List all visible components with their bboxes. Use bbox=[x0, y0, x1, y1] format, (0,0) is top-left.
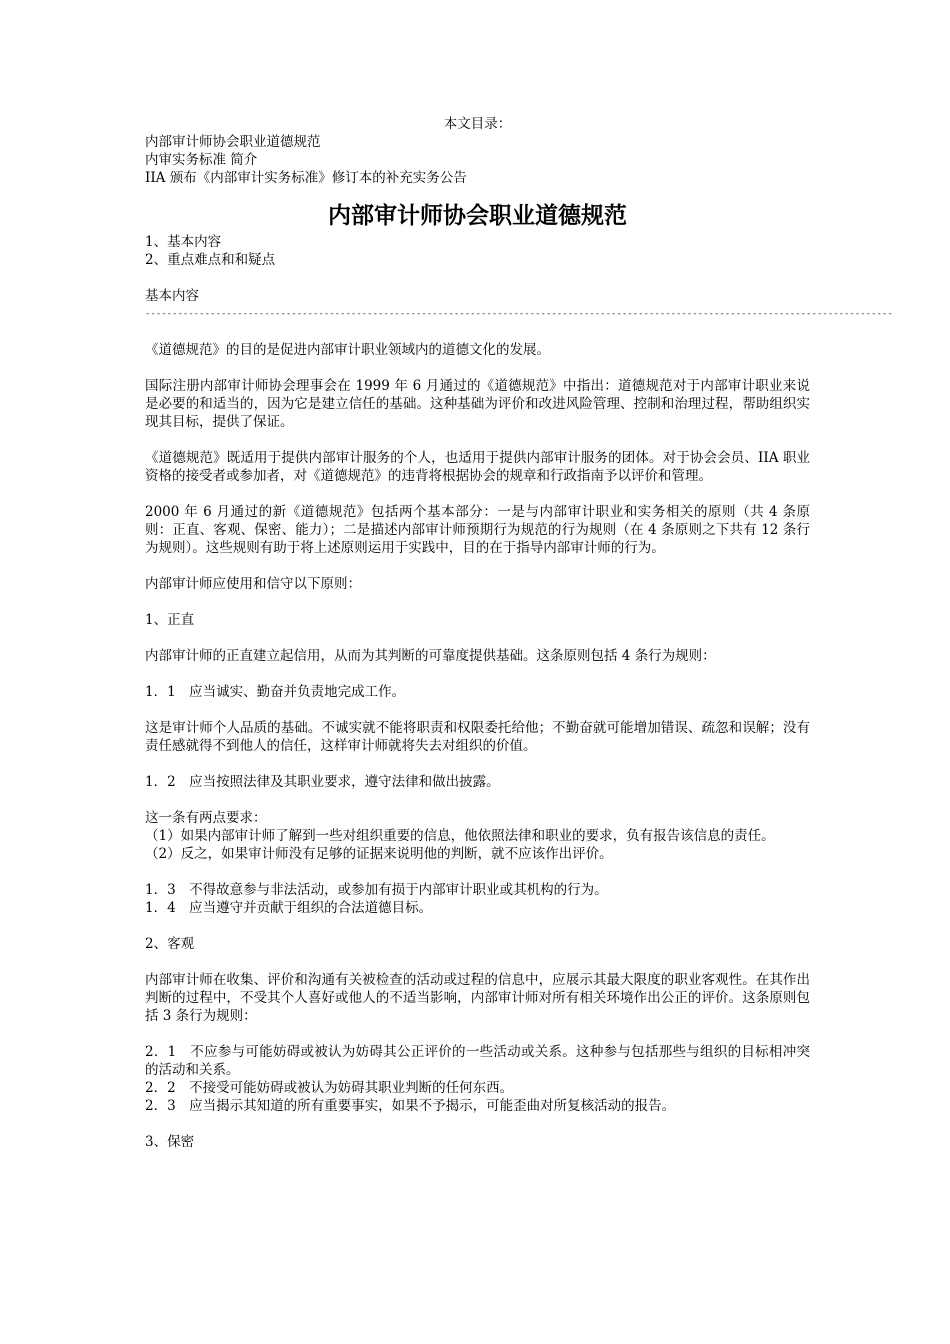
document-page bbox=[145, 115, 893, 1151]
principle-heading: 1、正直 bbox=[145, 612, 195, 628]
toc-item[interactable]: 内部审计师协会职业道德规范 bbox=[145, 134, 321, 150]
toc-heading: 本文目录： bbox=[443, 116, 512, 132]
paragraph: 内部审计师在收集、评价和沟通有关被检查的活动或过程的信息中，应展示其最大限度的职业客观性。在其作出判断的过程中，不受其个人喜好或他人的不适当影响，内部审计师对所有相关环境作出公正的评价。这条原则包括 3 条行为规则： bbox=[145, 972, 810, 1024]
paragraph: 《道德规范》既适用于提供内部审计服务的个人，也适用于提供内部审计服务的团体。对于协会会员、IIA 职业资格的接受者或参加者，对《道德规范》的违背将根据协会的规章和行政指南予以评价和管理。 bbox=[145, 450, 810, 484]
section-heading: 基本内容 bbox=[145, 288, 199, 304]
requirements-block bbox=[145, 809, 810, 863]
rules-block bbox=[145, 881, 810, 917]
rule-item: 2．2 不接受可能妨碍或被认为妨碍其职业判断的任何东西。 bbox=[145, 1080, 514, 1096]
rule-item: 1．1 应当诚实、勤奋并负责地完成工作。 bbox=[145, 684, 406, 700]
paragraph: 内部审计师应使用和信守以下原则： bbox=[145, 576, 361, 592]
paragraph: 国际注册内部审计师协会理事会在 1999 年 6 月通过的《道德规范》中指出：道德规范对于内部审计职业来说是必要的和适当的，因为它是建立信任的基础。这种基础为评价和改进风险管理、控制和治理过程，帮助组织实现其目标，提供了保证。 bbox=[145, 378, 810, 430]
paragraph: 这是审计师个人品质的基础。不诚实就不能将职责和权限委托给他；不勤奋就可能增加错误、疏忽和误解；没有责任感就得不到他人的信任，这样审计师就将失去对组织的价值。 bbox=[145, 720, 810, 754]
toc-item[interactable]: 内审实务标准 简介 bbox=[145, 152, 258, 168]
paragraph: 内部审计师的正直建立起信用，从而为其判断的可靠度提供基础。这条原则包括 4 条行为规则： bbox=[145, 648, 716, 664]
rule-item: 1．4 应当遵守并贡献于组织的合法道德目标。 bbox=[145, 900, 433, 916]
divider-rule: ------------------------------------------------------------------------------------------------------------------------------------------ bbox=[145, 309, 893, 319]
document-title: 内部审计师协会职业道德规范 bbox=[328, 202, 627, 229]
rule-item: 1．3 不得故意参与非法活动，或参加有损于内部审计职业或其机构的行为。 bbox=[145, 882, 608, 898]
requirements-intro: 这一条有两点要求： bbox=[145, 810, 267, 826]
rules-block bbox=[145, 1043, 810, 1115]
rule-item: 2．1 不应参与可能妨碍或被认为妨碍其公正评价的一些活动或关系。这种参与包括那些与组织的目标相冲突的活动和关系。 bbox=[145, 1044, 810, 1078]
toc-item[interactable]: IIA 颁布《内部审计实务标准》修订本的补充实务公告 bbox=[145, 170, 467, 186]
rule-item: 1．2 应当按照法律及其职业要求，遵守法律和做出披露。 bbox=[145, 774, 500, 790]
section-list-item[interactable]: 2、重点难点和和疑点 bbox=[145, 252, 276, 268]
requirement-item: （1）如果内部审计师了解到一些对组织重要的信息，他依照法律和职业的要求，负有报告该信息的责任。 bbox=[145, 828, 775, 844]
principle-heading: 3、保密 bbox=[145, 1134, 195, 1150]
requirement-item: （2）反之，如果审计师没有足够的证据来说明他的判断，就不应该作出评价。 bbox=[145, 846, 613, 862]
principle-heading: 2、客观 bbox=[145, 936, 195, 952]
paragraph: 《道德规范》的目的是促进内部审计职业领域内的道德文化的发展。 bbox=[145, 342, 550, 358]
section-list-item[interactable]: 1、基本内容 bbox=[145, 234, 222, 250]
paragraph: 2000 年 6 月通过的新《道德规范》包括两个基本部分：一是与内部审计职业和实务相关的原则（共 4 条原则：正直、客观、保密、能力）；二是描述内部审计师预期行为规范的行为规则（在 4 条原则之下共有 12 条行为规则）。这些规则有助于将上述原则运用于实践中，目的在于指导内部审计师的行为。 bbox=[145, 504, 810, 556]
rule-item: 2．3 应当揭示其知道的所有重要事实，如果不予揭示，可能歪曲对所复核活动的报告。 bbox=[145, 1098, 676, 1114]
